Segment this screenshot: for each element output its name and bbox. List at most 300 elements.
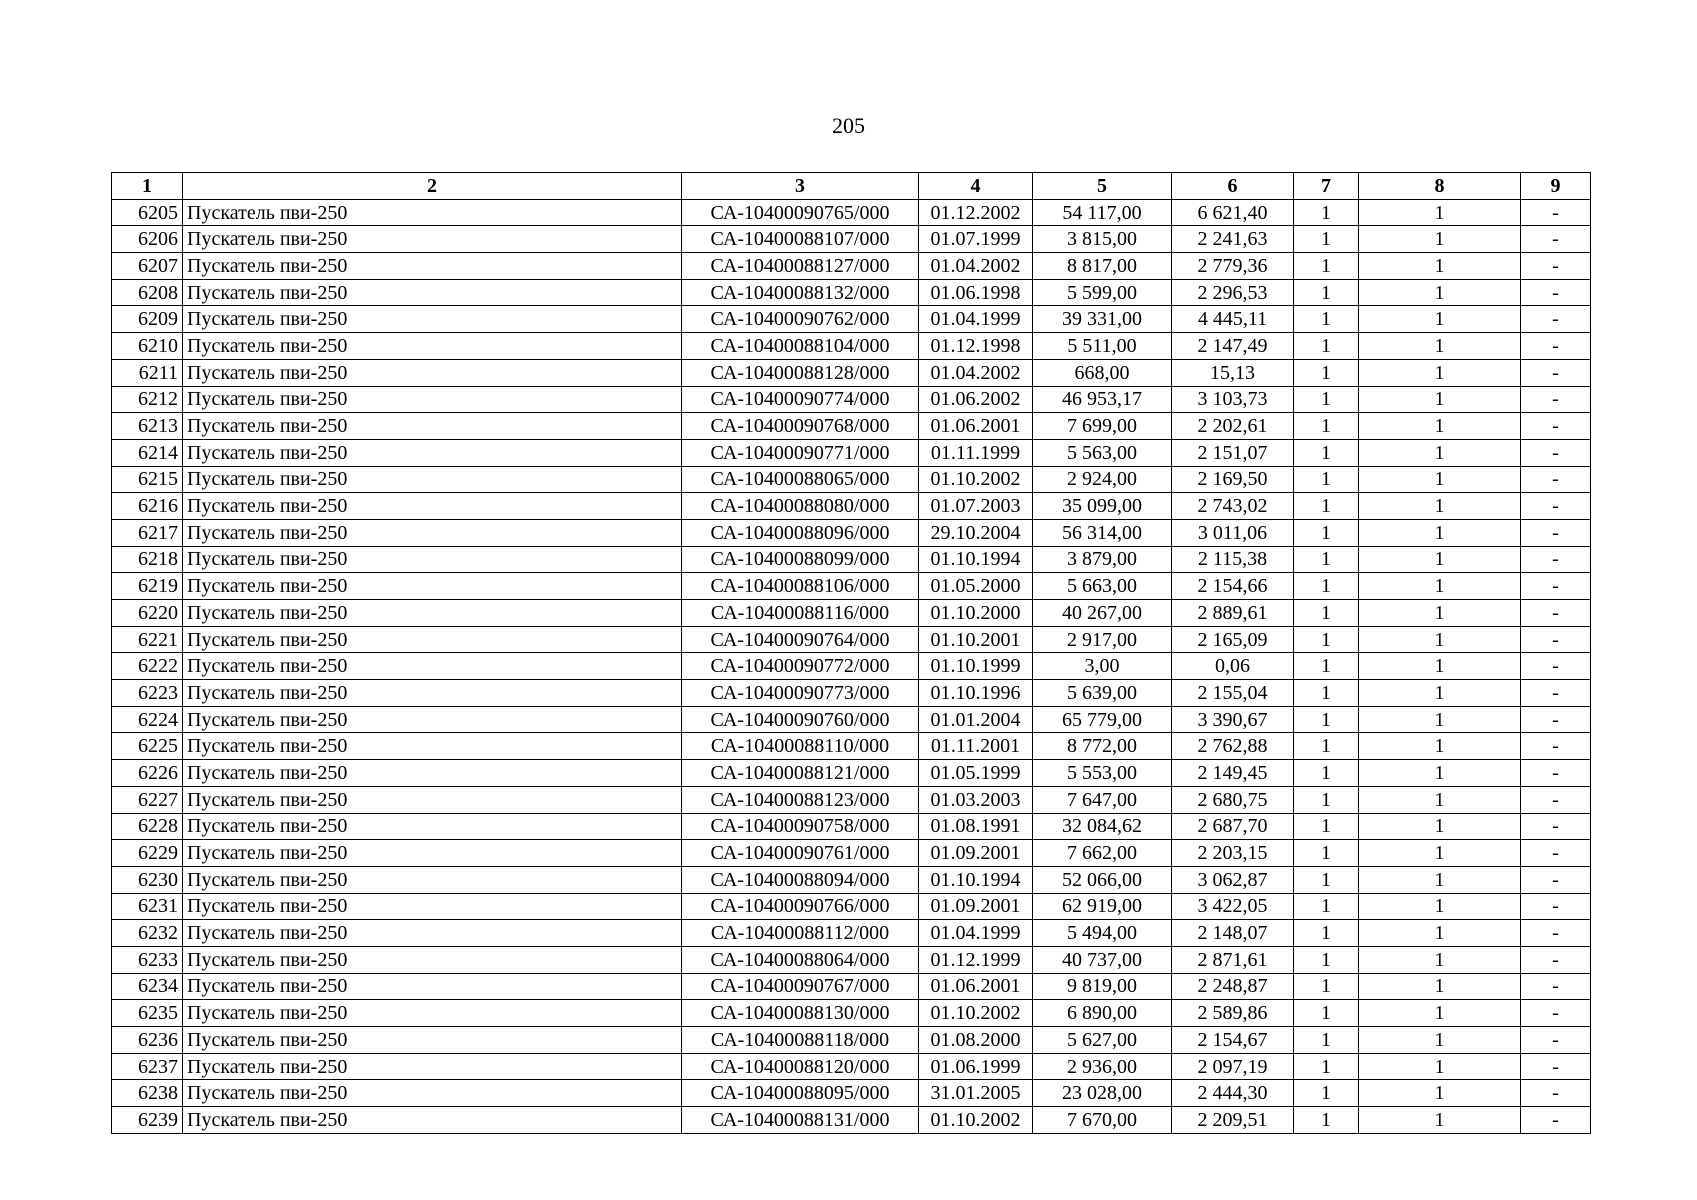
inventory-number-cell: СА-10400090773/000 bbox=[682, 680, 919, 707]
column-7-cell: 1 bbox=[1294, 386, 1359, 413]
inventory-number-cell: СА-10400088112/000 bbox=[682, 920, 919, 947]
column-7-cell: 1 bbox=[1294, 760, 1359, 787]
column-9-cell: - bbox=[1521, 626, 1591, 653]
row-number-cell: 6232 bbox=[112, 920, 183, 947]
table-row bbox=[112, 1080, 1591, 1107]
table-row bbox=[112, 546, 1591, 573]
inventory-number-cell: СА-10400088095/000 bbox=[682, 1080, 919, 1107]
column-7-cell: 1 bbox=[1294, 1027, 1359, 1054]
inventory-number-cell: СА-10400088106/000 bbox=[682, 573, 919, 600]
date-cell: 01.05.1999 bbox=[919, 760, 1033, 787]
cost-cell: 3 879,00 bbox=[1033, 546, 1172, 573]
date-cell: 29.10.2004 bbox=[919, 519, 1033, 546]
date-cell: 01.04.2002 bbox=[919, 253, 1033, 280]
column-7-cell: 1 bbox=[1294, 546, 1359, 573]
date-cell: 01.07.2003 bbox=[919, 493, 1033, 520]
column-7-cell: 1 bbox=[1294, 573, 1359, 600]
inventory-number-cell: СА-10400090762/000 bbox=[682, 306, 919, 333]
column-8-cell: 1 bbox=[1359, 1107, 1521, 1134]
item-name-cell: Пускатель пви-250 bbox=[183, 680, 682, 707]
date-cell: 01.07.1999 bbox=[919, 226, 1033, 253]
cost-cell: 52 066,00 bbox=[1033, 866, 1172, 893]
depreciation-cell: 2 147,49 bbox=[1172, 333, 1294, 360]
inventory-number-cell: СА-10400090768/000 bbox=[682, 413, 919, 440]
cost-cell: 23 028,00 bbox=[1033, 1080, 1172, 1107]
cost-cell: 7 670,00 bbox=[1033, 1107, 1172, 1134]
column-7-cell: 1 bbox=[1294, 733, 1359, 760]
date-cell: 01.10.1999 bbox=[919, 653, 1033, 680]
column-9-cell: - bbox=[1521, 386, 1591, 413]
inventory-number-cell: СА-10400088080/000 bbox=[682, 493, 919, 520]
row-number-cell: 6221 bbox=[112, 626, 183, 653]
header-row bbox=[112, 173, 1591, 200]
depreciation-cell: 2 680,75 bbox=[1172, 786, 1294, 813]
cost-cell: 65 779,00 bbox=[1033, 706, 1172, 733]
date-cell: 31.01.2005 bbox=[919, 1080, 1033, 1107]
row-number-cell: 6217 bbox=[112, 519, 183, 546]
inventory-number-cell: СА-10400088107/000 bbox=[682, 226, 919, 253]
column-9-cell: - bbox=[1521, 760, 1591, 787]
date-cell: 01.10.1996 bbox=[919, 680, 1033, 707]
inventory-number-cell: СА-10400088104/000 bbox=[682, 333, 919, 360]
depreciation-cell: 6 621,40 bbox=[1172, 199, 1294, 226]
date-cell: 01.10.2002 bbox=[919, 466, 1033, 493]
item-name-cell: Пускатель пви-250 bbox=[183, 253, 682, 280]
item-name-cell: Пускатель пви-250 bbox=[183, 333, 682, 360]
table-row bbox=[112, 706, 1591, 733]
inventory-number-cell: СА-10400090767/000 bbox=[682, 973, 919, 1000]
column-7-cell: 1 bbox=[1294, 680, 1359, 707]
cost-cell: 2 924,00 bbox=[1033, 466, 1172, 493]
row-number-cell: 6210 bbox=[112, 333, 183, 360]
table-row bbox=[112, 733, 1591, 760]
item-name-cell: Пускатель пви-250 bbox=[183, 786, 682, 813]
column-8-cell: 1 bbox=[1359, 413, 1521, 440]
table-row bbox=[112, 626, 1591, 653]
depreciation-cell: 2 241,63 bbox=[1172, 226, 1294, 253]
depreciation-cell: 2 743,02 bbox=[1172, 493, 1294, 520]
column-9-cell: - bbox=[1521, 1053, 1591, 1080]
date-cell: 01.06.1998 bbox=[919, 279, 1033, 306]
column-header: 1 bbox=[112, 173, 183, 200]
item-name-cell: Пускатель пви-250 bbox=[183, 760, 682, 787]
column-7-cell: 1 bbox=[1294, 653, 1359, 680]
column-8-cell: 1 bbox=[1359, 306, 1521, 333]
item-name-cell: Пускатель пви-250 bbox=[183, 626, 682, 653]
row-number-cell: 6234 bbox=[112, 973, 183, 1000]
column-9-cell: - bbox=[1521, 306, 1591, 333]
table-row bbox=[112, 760, 1591, 787]
depreciation-cell: 2 762,88 bbox=[1172, 733, 1294, 760]
table-row bbox=[112, 680, 1591, 707]
column-9-cell: - bbox=[1521, 359, 1591, 386]
column-9-cell: - bbox=[1521, 733, 1591, 760]
item-name-cell: Пускатель пви-250 bbox=[183, 840, 682, 867]
table-row bbox=[112, 973, 1591, 1000]
depreciation-cell: 3 103,73 bbox=[1172, 386, 1294, 413]
cost-cell: 5 553,00 bbox=[1033, 760, 1172, 787]
column-9-cell: - bbox=[1521, 333, 1591, 360]
column-9-cell: - bbox=[1521, 600, 1591, 627]
date-cell: 01.10.2000 bbox=[919, 600, 1033, 627]
item-name-cell: Пускатель пви-250 bbox=[183, 386, 682, 413]
inventory-number-cell: СА-10400090760/000 bbox=[682, 706, 919, 733]
depreciation-cell: 2 687,70 bbox=[1172, 813, 1294, 840]
column-7-cell: 1 bbox=[1294, 600, 1359, 627]
depreciation-cell: 3 011,06 bbox=[1172, 519, 1294, 546]
date-cell: 01.10.2002 bbox=[919, 1000, 1033, 1027]
row-number-cell: 6225 bbox=[112, 733, 183, 760]
inventory-number-cell: СА-10400088094/000 bbox=[682, 866, 919, 893]
column-header: 5 bbox=[1033, 173, 1172, 200]
column-header: 4 bbox=[919, 173, 1033, 200]
depreciation-cell: 2 889,61 bbox=[1172, 600, 1294, 627]
depreciation-cell: 2 871,61 bbox=[1172, 946, 1294, 973]
depreciation-cell: 4 445,11 bbox=[1172, 306, 1294, 333]
column-8-cell: 1 bbox=[1359, 973, 1521, 1000]
row-number-cell: 6215 bbox=[112, 466, 183, 493]
row-number-cell: 6230 bbox=[112, 866, 183, 893]
column-7-cell: 1 bbox=[1294, 893, 1359, 920]
table-row bbox=[112, 333, 1591, 360]
depreciation-cell: 15,13 bbox=[1172, 359, 1294, 386]
depreciation-cell: 2 165,09 bbox=[1172, 626, 1294, 653]
cost-cell: 7 647,00 bbox=[1033, 786, 1172, 813]
date-cell: 01.09.2001 bbox=[919, 893, 1033, 920]
page-number: 205 bbox=[832, 113, 865, 138]
inventory-number-cell: СА-10400090766/000 bbox=[682, 893, 919, 920]
table-row bbox=[112, 1027, 1591, 1054]
column-8-cell: 1 bbox=[1359, 866, 1521, 893]
inventory-number-cell: СА-10400088121/000 bbox=[682, 760, 919, 787]
row-number-cell: 6228 bbox=[112, 813, 183, 840]
row-number-cell: 6212 bbox=[112, 386, 183, 413]
date-cell: 01.08.2000 bbox=[919, 1027, 1033, 1054]
column-8-cell: 1 bbox=[1359, 920, 1521, 947]
cost-cell: 7 699,00 bbox=[1033, 413, 1172, 440]
column-8-cell: 1 bbox=[1359, 439, 1521, 466]
date-cell: 01.10.2002 bbox=[919, 1107, 1033, 1134]
table-row bbox=[112, 813, 1591, 840]
column-8-cell: 1 bbox=[1359, 493, 1521, 520]
row-number-cell: 6236 bbox=[112, 1027, 183, 1054]
date-cell: 01.01.2004 bbox=[919, 706, 1033, 733]
depreciation-cell: 3 390,67 bbox=[1172, 706, 1294, 733]
column-9-cell: - bbox=[1521, 680, 1591, 707]
table-row bbox=[112, 1000, 1591, 1027]
row-number-cell: 6206 bbox=[112, 226, 183, 253]
column-9-cell: - bbox=[1521, 973, 1591, 1000]
row-number-cell: 6207 bbox=[112, 253, 183, 280]
date-cell: 01.06.2001 bbox=[919, 413, 1033, 440]
column-header: 7 bbox=[1294, 173, 1359, 200]
depreciation-cell: 2 209,51 bbox=[1172, 1107, 1294, 1134]
column-7-cell: 1 bbox=[1294, 253, 1359, 280]
cost-cell: 62 919,00 bbox=[1033, 893, 1172, 920]
item-name-cell: Пускатель пви-250 bbox=[183, 973, 682, 1000]
row-number-cell: 6224 bbox=[112, 706, 183, 733]
depreciation-cell: 2 589,86 bbox=[1172, 1000, 1294, 1027]
column-7-cell: 1 bbox=[1294, 1000, 1359, 1027]
column-7-cell: 1 bbox=[1294, 1053, 1359, 1080]
cost-cell: 5 627,00 bbox=[1033, 1027, 1172, 1054]
column-8-cell: 1 bbox=[1359, 706, 1521, 733]
cost-cell: 56 314,00 bbox=[1033, 519, 1172, 546]
depreciation-cell: 2 296,53 bbox=[1172, 279, 1294, 306]
column-8-cell: 1 bbox=[1359, 253, 1521, 280]
date-cell: 01.11.1999 bbox=[919, 439, 1033, 466]
column-8-cell: 1 bbox=[1359, 546, 1521, 573]
column-7-cell: 1 bbox=[1294, 333, 1359, 360]
cost-cell: 5 494,00 bbox=[1033, 920, 1172, 947]
row-number-cell: 6209 bbox=[112, 306, 183, 333]
item-name-cell: Пускатель пви-250 bbox=[183, 1080, 682, 1107]
table-row bbox=[112, 866, 1591, 893]
cost-cell: 35 099,00 bbox=[1033, 493, 1172, 520]
depreciation-cell: 2 149,45 bbox=[1172, 760, 1294, 787]
inventory-number-cell: СА-10400088064/000 bbox=[682, 946, 919, 973]
date-cell: 01.04.1999 bbox=[919, 920, 1033, 947]
column-8-cell: 1 bbox=[1359, 279, 1521, 306]
table-row bbox=[112, 1107, 1591, 1134]
column-9-cell: - bbox=[1521, 893, 1591, 920]
date-cell: 01.09.2001 bbox=[919, 840, 1033, 867]
column-8-cell: 1 bbox=[1359, 1027, 1521, 1054]
table-row bbox=[112, 1053, 1591, 1080]
item-name-cell: Пускатель пви-250 bbox=[183, 893, 682, 920]
column-8-cell: 1 bbox=[1359, 333, 1521, 360]
inventory-number-cell: СА-10400088127/000 bbox=[682, 253, 919, 280]
table-row bbox=[112, 253, 1591, 280]
row-number-cell: 6229 bbox=[112, 840, 183, 867]
depreciation-cell: 2 169,50 bbox=[1172, 466, 1294, 493]
item-name-cell: Пускатель пви-250 bbox=[183, 813, 682, 840]
column-9-cell: - bbox=[1521, 653, 1591, 680]
column-9-cell: - bbox=[1521, 226, 1591, 253]
row-number-cell: 6222 bbox=[112, 653, 183, 680]
item-name-cell: Пускатель пви-250 bbox=[183, 733, 682, 760]
date-cell: 01.12.1999 bbox=[919, 946, 1033, 973]
date-cell: 01.11.2001 bbox=[919, 733, 1033, 760]
table-row bbox=[112, 466, 1591, 493]
column-8-cell: 1 bbox=[1359, 573, 1521, 600]
depreciation-cell: 2 444,30 bbox=[1172, 1080, 1294, 1107]
column-9-cell: - bbox=[1521, 866, 1591, 893]
row-number-cell: 6213 bbox=[112, 413, 183, 440]
row-number-cell: 6216 bbox=[112, 493, 183, 520]
item-name-cell: Пускатель пви-250 bbox=[183, 226, 682, 253]
row-number-cell: 6211 bbox=[112, 359, 183, 386]
column-8-cell: 1 bbox=[1359, 519, 1521, 546]
table-row bbox=[112, 413, 1591, 440]
depreciation-cell: 2 155,04 bbox=[1172, 680, 1294, 707]
inventory-number-cell: СА-10400088065/000 bbox=[682, 466, 919, 493]
column-7-cell: 1 bbox=[1294, 519, 1359, 546]
column-7-cell: 1 bbox=[1294, 439, 1359, 466]
date-cell: 01.03.2003 bbox=[919, 786, 1033, 813]
table-body bbox=[112, 199, 1591, 1133]
row-number-cell: 6223 bbox=[112, 680, 183, 707]
column-9-cell: - bbox=[1521, 1107, 1591, 1134]
item-name-cell: Пускатель пви-250 bbox=[183, 866, 682, 893]
table-row bbox=[112, 493, 1591, 520]
item-name-cell: Пускатель пви-250 bbox=[183, 946, 682, 973]
date-cell: 01.06.1999 bbox=[919, 1053, 1033, 1080]
inventory-number-cell: СА-10400088096/000 bbox=[682, 519, 919, 546]
column-9-cell: - bbox=[1521, 466, 1591, 493]
inventory-number-cell: СА-10400090761/000 bbox=[682, 840, 919, 867]
inventory-number-cell: СА-10400088131/000 bbox=[682, 1107, 919, 1134]
item-name-cell: Пускатель пви-250 bbox=[183, 546, 682, 573]
column-9-cell: - bbox=[1521, 253, 1591, 280]
column-9-cell: - bbox=[1521, 279, 1591, 306]
item-name-cell: Пускатель пви-250 bbox=[183, 306, 682, 333]
column-8-cell: 1 bbox=[1359, 840, 1521, 867]
depreciation-cell: 2 203,15 bbox=[1172, 840, 1294, 867]
column-7-cell: 1 bbox=[1294, 786, 1359, 813]
column-7-cell: 1 bbox=[1294, 226, 1359, 253]
row-number-cell: 6219 bbox=[112, 573, 183, 600]
row-number-cell: 6226 bbox=[112, 760, 183, 787]
inventory-number-cell: СА-10400088116/000 bbox=[682, 600, 919, 627]
date-cell: 01.05.2000 bbox=[919, 573, 1033, 600]
table-row bbox=[112, 519, 1591, 546]
depreciation-cell: 2 151,07 bbox=[1172, 439, 1294, 466]
inventory-number-cell: СА-10400088120/000 bbox=[682, 1053, 919, 1080]
cost-cell: 8 772,00 bbox=[1033, 733, 1172, 760]
date-cell: 01.04.1999 bbox=[919, 306, 1033, 333]
cost-cell: 32 084,62 bbox=[1033, 813, 1172, 840]
row-number-cell: 6205 bbox=[112, 199, 183, 226]
column-8-cell: 1 bbox=[1359, 1053, 1521, 1080]
column-header: 8 bbox=[1359, 173, 1521, 200]
table-row bbox=[112, 893, 1591, 920]
row-number-cell: 6239 bbox=[112, 1107, 183, 1134]
inventory-number-cell: СА-10400090764/000 bbox=[682, 626, 919, 653]
table-row bbox=[112, 946, 1591, 973]
column-9-cell: - bbox=[1521, 920, 1591, 947]
column-8-cell: 1 bbox=[1359, 386, 1521, 413]
date-cell: 01.06.2001 bbox=[919, 973, 1033, 1000]
column-9-cell: - bbox=[1521, 1000, 1591, 1027]
cost-cell: 46 953,17 bbox=[1033, 386, 1172, 413]
column-9-cell: - bbox=[1521, 439, 1591, 466]
item-name-cell: Пускатель пви-250 bbox=[183, 1107, 682, 1134]
item-name-cell: Пускатель пви-250 bbox=[183, 413, 682, 440]
cost-cell: 9 819,00 bbox=[1033, 973, 1172, 1000]
column-9-cell: - bbox=[1521, 813, 1591, 840]
cost-cell: 8 817,00 bbox=[1033, 253, 1172, 280]
inventory-number-cell: СА-10400088123/000 bbox=[682, 786, 919, 813]
cost-cell: 5 511,00 bbox=[1033, 333, 1172, 360]
column-9-cell: - bbox=[1521, 199, 1591, 226]
cost-cell: 2 936,00 bbox=[1033, 1053, 1172, 1080]
item-name-cell: Пускатель пви-250 bbox=[183, 279, 682, 306]
inventory-number-cell: СА-10400088128/000 bbox=[682, 359, 919, 386]
depreciation-cell: 2 115,38 bbox=[1172, 546, 1294, 573]
item-name-cell: Пускатель пви-250 bbox=[183, 439, 682, 466]
date-cell: 01.04.2002 bbox=[919, 359, 1033, 386]
table-row bbox=[112, 573, 1591, 600]
row-number-cell: 6218 bbox=[112, 546, 183, 573]
row-number-cell: 6208 bbox=[112, 279, 183, 306]
depreciation-cell: 2 148,07 bbox=[1172, 920, 1294, 947]
cost-cell: 2 917,00 bbox=[1033, 626, 1172, 653]
column-7-cell: 1 bbox=[1294, 973, 1359, 1000]
inventory-number-cell: СА-10400088130/000 bbox=[682, 1000, 919, 1027]
column-7-cell: 1 bbox=[1294, 493, 1359, 520]
table-row bbox=[112, 840, 1591, 867]
column-8-cell: 1 bbox=[1359, 760, 1521, 787]
date-cell: 01.08.1991 bbox=[919, 813, 1033, 840]
table-row bbox=[112, 920, 1591, 947]
column-7-cell: 1 bbox=[1294, 866, 1359, 893]
inventory-number-cell: СА-10400090765/000 bbox=[682, 199, 919, 226]
item-name-cell: Пускатель пви-250 bbox=[183, 1053, 682, 1080]
column-8-cell: 1 bbox=[1359, 600, 1521, 627]
item-name-cell: Пускатель пви-250 bbox=[183, 573, 682, 600]
date-cell: 01.10.2001 bbox=[919, 626, 1033, 653]
depreciation-cell: 2 779,36 bbox=[1172, 253, 1294, 280]
table-row bbox=[112, 786, 1591, 813]
table-row bbox=[112, 653, 1591, 680]
item-name-cell: Пускатель пви-250 bbox=[183, 1027, 682, 1054]
column-8-cell: 1 bbox=[1359, 226, 1521, 253]
cost-cell: 3,00 bbox=[1033, 653, 1172, 680]
asset-table bbox=[111, 172, 1591, 1134]
row-number-cell: 6231 bbox=[112, 893, 183, 920]
column-7-cell: 1 bbox=[1294, 1080, 1359, 1107]
row-number-cell: 6235 bbox=[112, 1000, 183, 1027]
inventory-number-cell: СА-10400088110/000 bbox=[682, 733, 919, 760]
cost-cell: 39 331,00 bbox=[1033, 306, 1172, 333]
row-number-cell: 6227 bbox=[112, 786, 183, 813]
item-name-cell: Пускатель пви-250 bbox=[183, 493, 682, 520]
item-name-cell: Пускатель пви-250 bbox=[183, 199, 682, 226]
column-9-cell: - bbox=[1521, 786, 1591, 813]
column-8-cell: 1 bbox=[1359, 786, 1521, 813]
depreciation-cell: 2 097,19 bbox=[1172, 1053, 1294, 1080]
column-9-cell: - bbox=[1521, 546, 1591, 573]
date-cell: 01.06.2002 bbox=[919, 386, 1033, 413]
column-8-cell: 1 bbox=[1359, 946, 1521, 973]
item-name-cell: Пускатель пви-250 bbox=[183, 706, 682, 733]
inventory-number-cell: СА-10400088118/000 bbox=[682, 1027, 919, 1054]
column-8-cell: 1 bbox=[1359, 680, 1521, 707]
cost-cell: 668,00 bbox=[1033, 359, 1172, 386]
cost-cell: 7 662,00 bbox=[1033, 840, 1172, 867]
cost-cell: 5 563,00 bbox=[1033, 439, 1172, 466]
date-cell: 01.12.1998 bbox=[919, 333, 1033, 360]
cost-cell: 40 737,00 bbox=[1033, 946, 1172, 973]
column-8-cell: 1 bbox=[1359, 733, 1521, 760]
column-9-cell: - bbox=[1521, 519, 1591, 546]
column-7-cell: 1 bbox=[1294, 199, 1359, 226]
table-row bbox=[112, 439, 1591, 466]
column-header: 2 bbox=[183, 173, 682, 200]
depreciation-cell: 2 154,66 bbox=[1172, 573, 1294, 600]
column-8-cell: 1 bbox=[1359, 359, 1521, 386]
cost-cell: 40 267,00 bbox=[1033, 600, 1172, 627]
item-name-cell: Пускатель пви-250 bbox=[183, 920, 682, 947]
column-9-cell: - bbox=[1521, 706, 1591, 733]
item-name-cell: Пускатель пви-250 bbox=[183, 519, 682, 546]
cost-cell: 3 815,00 bbox=[1033, 226, 1172, 253]
table-row bbox=[112, 600, 1591, 627]
column-7-cell: 1 bbox=[1294, 813, 1359, 840]
depreciation-cell: 2 248,87 bbox=[1172, 973, 1294, 1000]
depreciation-cell: 2 202,61 bbox=[1172, 413, 1294, 440]
